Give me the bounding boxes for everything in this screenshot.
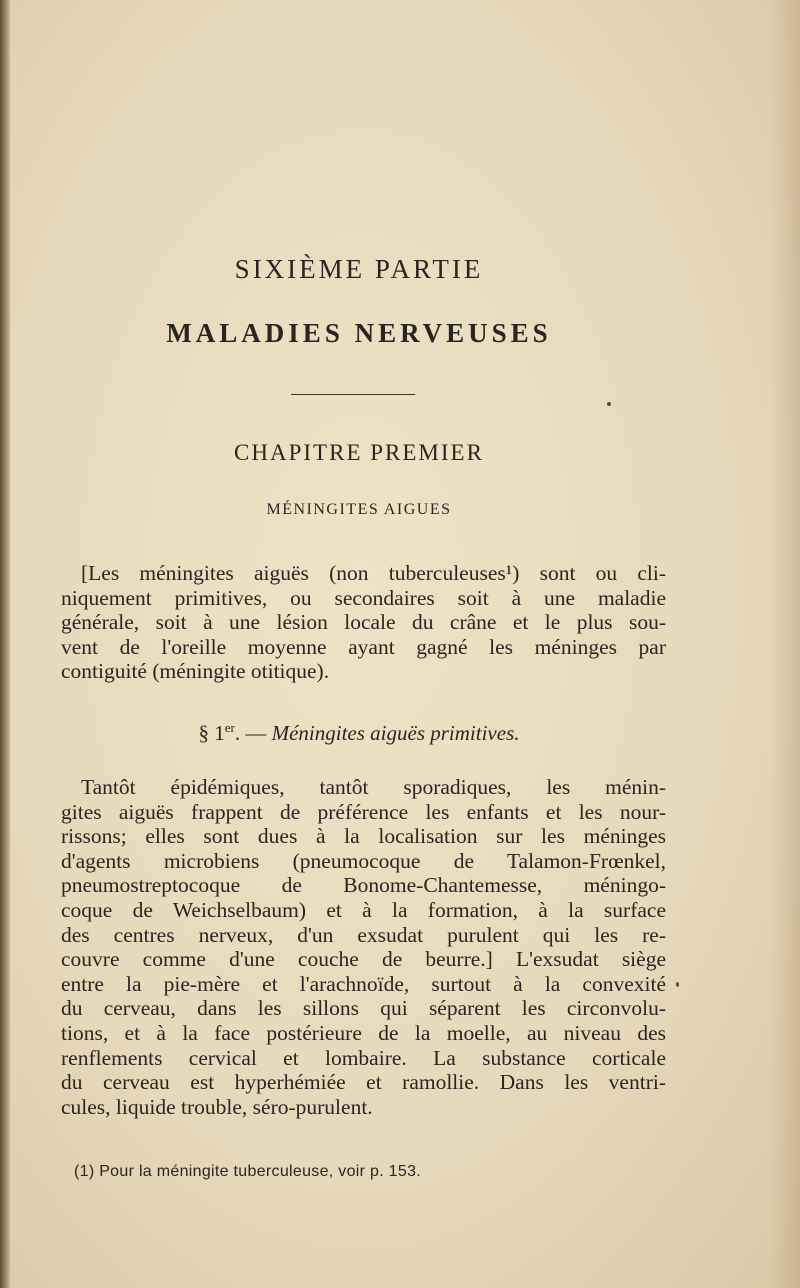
intro-line: contiguité (méningite otitique). <box>61 659 330 684</box>
main-title: MALADIES NERVEUSES <box>166 318 552 348</box>
body-line: entre la pie-mère et l'arachnoïde, surtout à la convexité <box>61 971 666 996</box>
page-edge <box>770 0 800 1288</box>
book-spine-shadow <box>0 0 10 1288</box>
body-line: du cerveau est hyperhémiée et ramollie. Dans les ventri- <box>61 1070 666 1095</box>
intro-paragraph <box>61 561 666 684</box>
intro-line: vent de l'oreille moyenne ayant gagné les méninges par <box>61 634 666 659</box>
subsection-separator: . — <box>234 721 272 745</box>
body-line: couvre comme d'une couche de beurre.] L'exsudat siège <box>61 947 666 972</box>
subsection-superscript: er <box>224 720 235 735</box>
chapter-title: CHAPITRE PREMIER <box>234 440 484 465</box>
subsection-heading <box>0 720 718 746</box>
body-line: du cerveau, dans les sillons qui séparent les circonvolu- <box>61 996 666 1021</box>
section-title: MÉNINGITES AIGUES <box>266 501 452 518</box>
intro-line: générale, soit à une lésion locale du crâne et le plus sou- <box>61 610 666 635</box>
paper-speck <box>676 982 679 987</box>
body-line: gites aiguës frappent de préférence les enfants et les nour- <box>61 799 666 824</box>
body-line: rissons; elles sont dues à la localisation sur les méninges <box>61 824 666 849</box>
title-divider <box>291 394 415 395</box>
subsection-symbol: § 1 <box>198 721 225 745</box>
body-line: pneumostreptocoque de Bonome-Chantemesse, méningo- <box>61 873 666 898</box>
intro-line: [Les méningites aiguës (non tuberculeuses¹) sont ou cli- <box>81 561 666 585</box>
body-line: Tantôt épidémiques, tantôt sporadiques, les ménin- <box>81 775 666 799</box>
body-line: tions, et à la face postérieure de la moelle, au niveau des <box>61 1020 666 1045</box>
body-line: d'agents microbiens (pneumocoque de Talamon-Frœnkel, <box>61 848 666 873</box>
body-line: renflements cervical et lombaire. La substance corticale <box>61 1045 666 1070</box>
body-line: des centres nerveux, d'un exsudat purulent qui les re- <box>61 922 666 947</box>
footnote: (1) Pour la méningite tuberculeuse, voir p. 153. <box>74 1163 422 1180</box>
body-paragraph <box>61 775 666 1119</box>
subsection-title: Méningites aiguës primitives. <box>271 721 520 745</box>
paper-speck <box>607 402 611 406</box>
part-title: SIXIÈME PARTIE <box>234 254 484 284</box>
body-line: cules, liquide trouble, séro-purulent. <box>61 1094 373 1119</box>
intro-line: niquement primitives, ou secondaires soit à une maladie <box>61 585 666 610</box>
body-line: coque de Weichselbaum) et à la formation, à la surface <box>61 897 666 922</box>
